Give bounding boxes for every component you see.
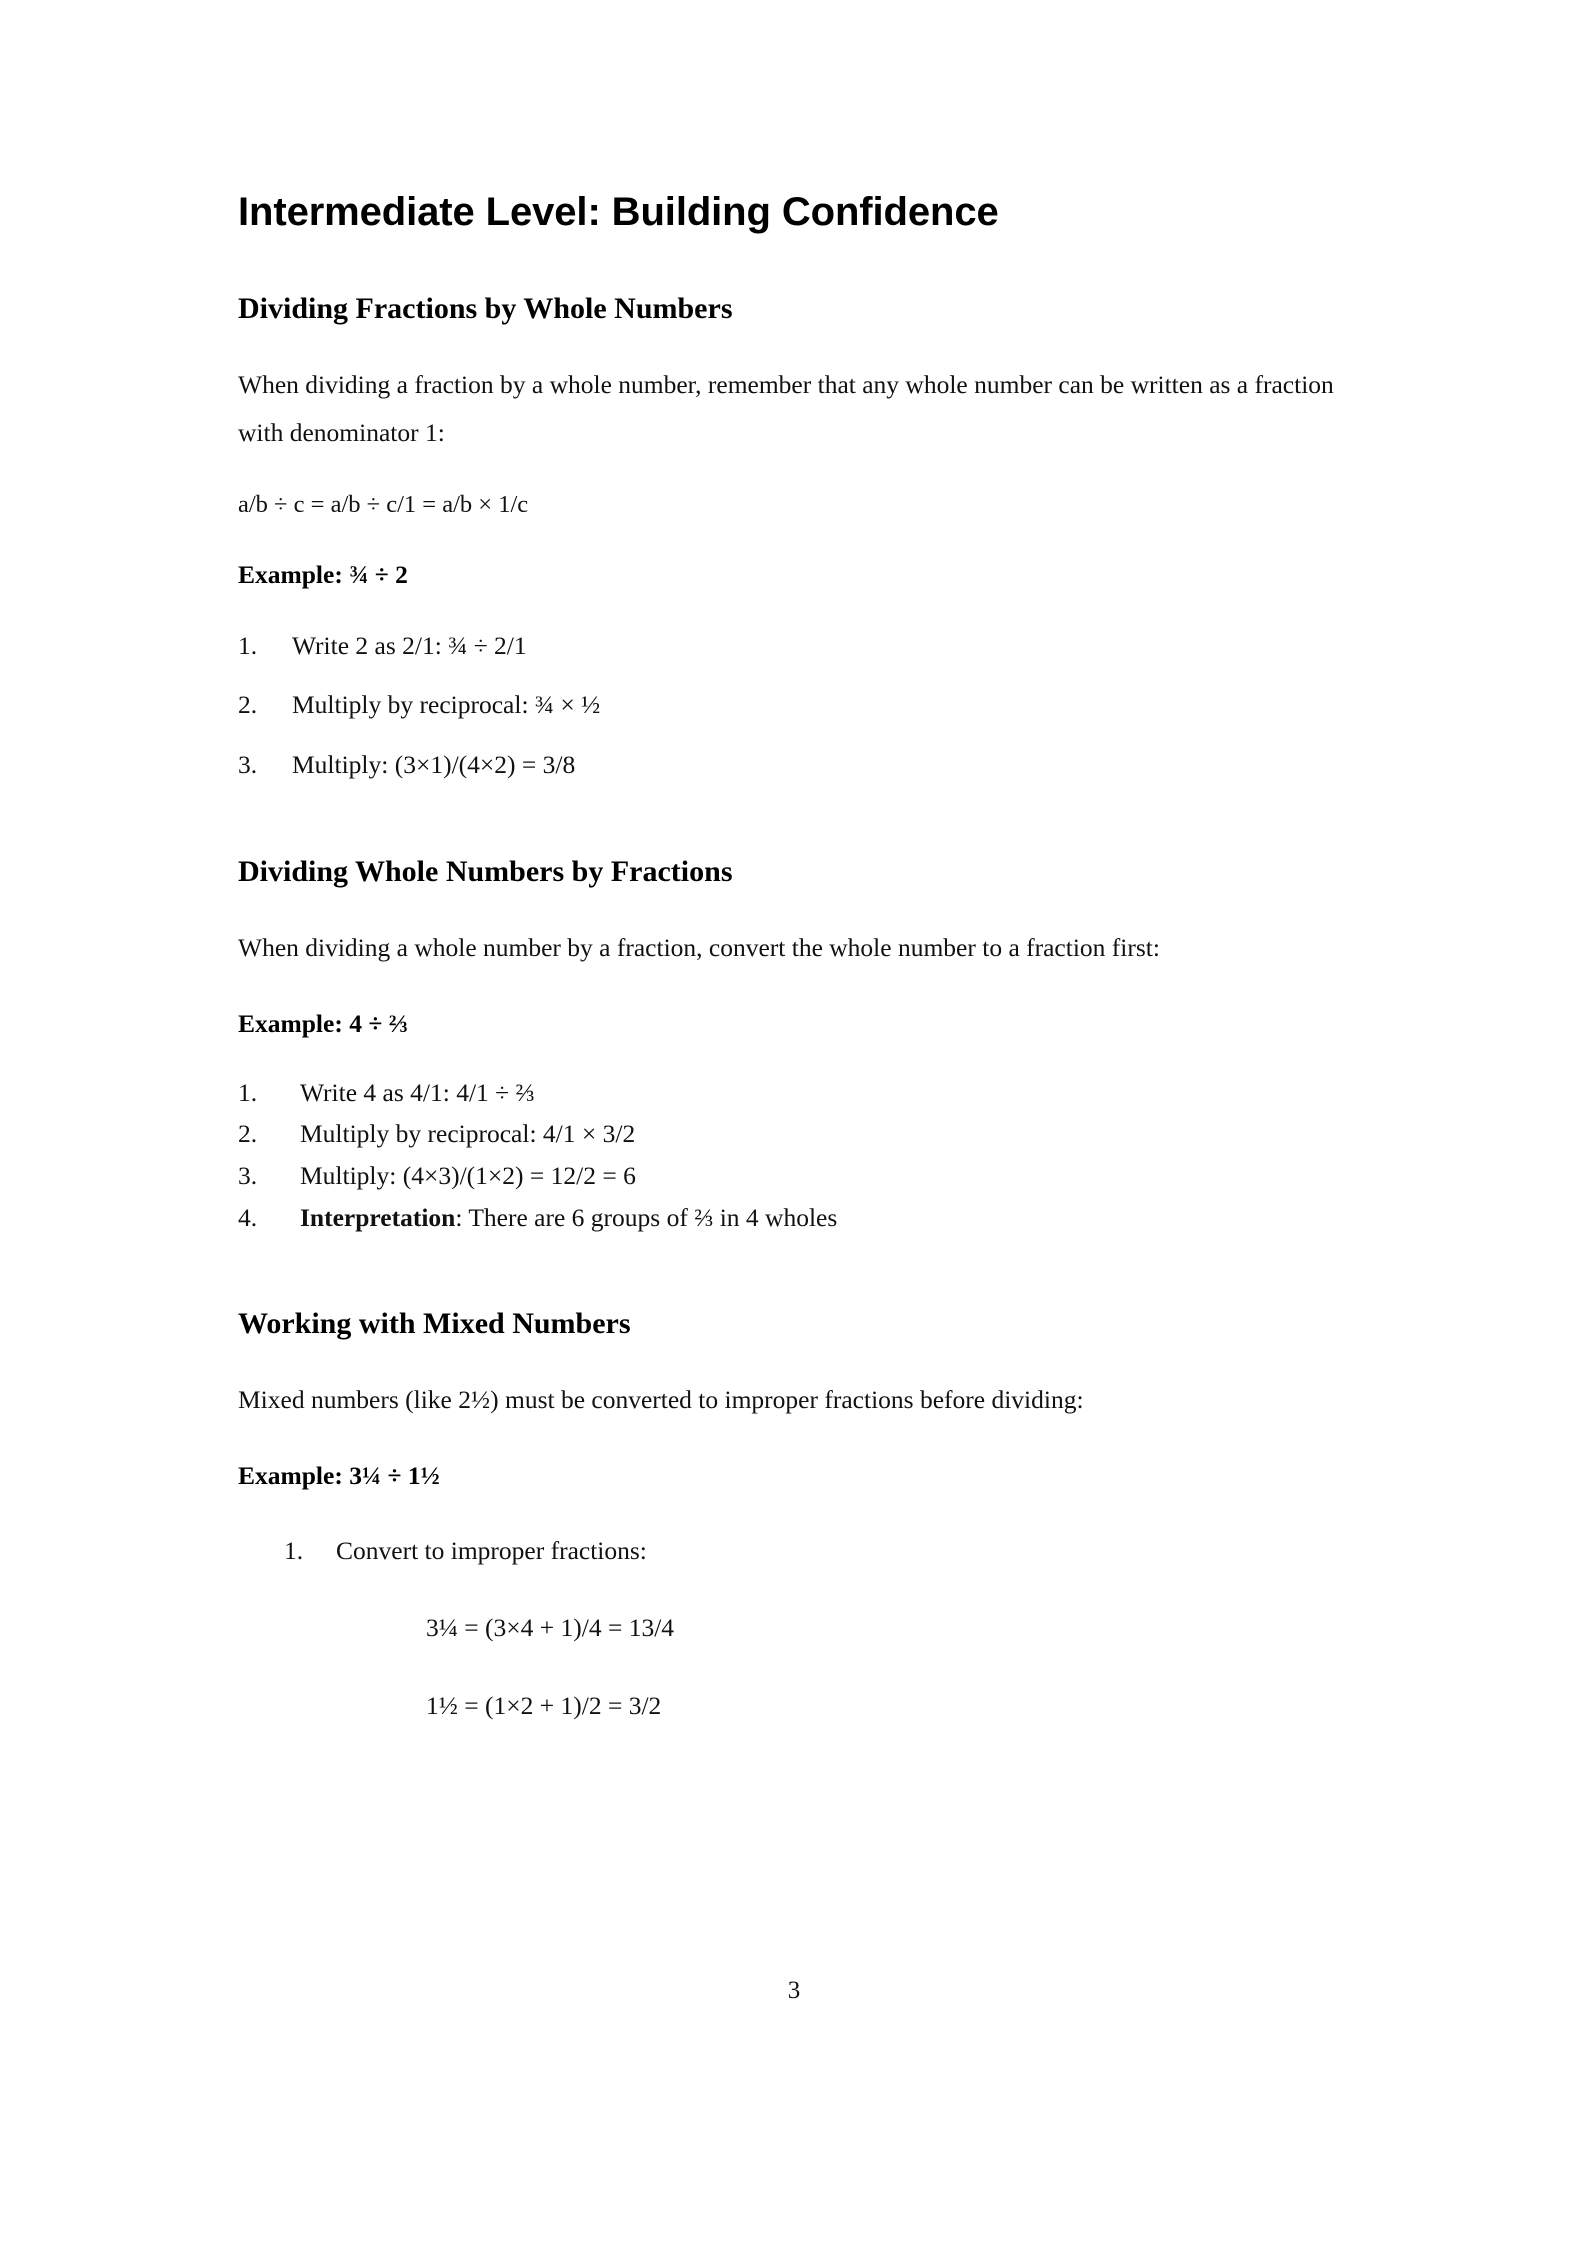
list-item — [238, 629, 1340, 663]
list-item-lead: Interpretation — [300, 1202, 456, 1232]
section-heading: Dividing Fractions by Whole Numbers — [238, 292, 733, 326]
example-heading: Example: 3¼ ÷ 1½ — [238, 1460, 440, 1490]
list-item — [238, 688, 1340, 722]
section-dividing-fractions-by-whole-numbers — [238, 291, 1340, 782]
list-marker: 1. — [238, 1077, 258, 1107]
display-formula: 1½ = (1×2 + 1)/2 = 3/2 — [426, 1690, 662, 1720]
list-marker: 4. — [238, 1202, 258, 1232]
steps-list — [238, 1042, 1340, 1235]
page-content — [238, 0, 1340, 1723]
list-item — [238, 1159, 1340, 1193]
example-heading: Example: 4 ÷ ⅔ — [238, 1008, 408, 1038]
example-heading: Example: ¾ ÷ 2 — [238, 560, 408, 590]
section-paragraph: When dividing a whole number by a fraction, convert the whole number to a fraction first: — [238, 933, 1160, 963]
list-item-text: Multiply by reciprocal: ¾ × ½ — [292, 690, 601, 720]
page-title: Intermediate Level: Building Confidence — [238, 190, 999, 234]
display-formula: 3¼ = (3×4 + 1)/4 = 13/4 — [426, 1613, 675, 1642]
section-heading: Working with Mixed Numbers — [238, 1307, 631, 1341]
section-paragraph: When dividing a fraction by a whole number, remember that any whole number can be written as a fraction with denominator 1: — [238, 370, 1334, 447]
steps-list — [284, 1494, 1340, 1568]
list-item-text: Multiply by reciprocal: 4/1 × 3/2 — [300, 1119, 636, 1149]
list-item — [238, 748, 1340, 782]
list-marker: 2. — [238, 690, 258, 720]
page-number: 3 — [787, 1977, 801, 2004]
steps-list — [238, 593, 1340, 782]
list-item — [284, 1534, 1340, 1568]
list-marker: 3. — [238, 1160, 258, 1190]
list-item — [238, 1117, 1340, 1151]
list-marker: 1. — [238, 630, 258, 660]
list-item — [238, 1076, 1340, 1110]
list-item-text: Write 4 as 4/1: 4/1 ÷ ⅔ — [300, 1077, 535, 1107]
list-item-text: : There are 6 groups of ⅔ in 4 wholes — [455, 1202, 838, 1232]
list-item-text: Multiply: (4×3)/(1×2) = 12/2 = 6 — [300, 1160, 636, 1190]
section-dividing-whole-numbers-by-fractions — [238, 854, 1340, 1234]
inline-formula: a/b ÷ c = a/b ÷ c/1 = a/b × 1/c — [238, 490, 529, 518]
section-working-with-mixed-numbers — [238, 1306, 1340, 1723]
list-item-text: Multiply: (3×1)/(4×2) = 3/8 — [292, 749, 576, 779]
list-item — [238, 1201, 1340, 1235]
section-paragraph: Mixed numbers (like 2½) must be converted to improper fractions before dividing: — [238, 1385, 1084, 1415]
list-marker: 3. — [238, 749, 258, 779]
list-marker: 1. — [284, 1535, 304, 1565]
list-item-text: Write 2 as 2/1: ¾ ÷ 2/1 — [292, 630, 527, 660]
list-item-text: Convert to improper fractions: — [336, 1535, 647, 1565]
list-marker: 2. — [238, 1119, 258, 1149]
section-heading: Dividing Whole Numbers by Fractions — [238, 855, 733, 889]
